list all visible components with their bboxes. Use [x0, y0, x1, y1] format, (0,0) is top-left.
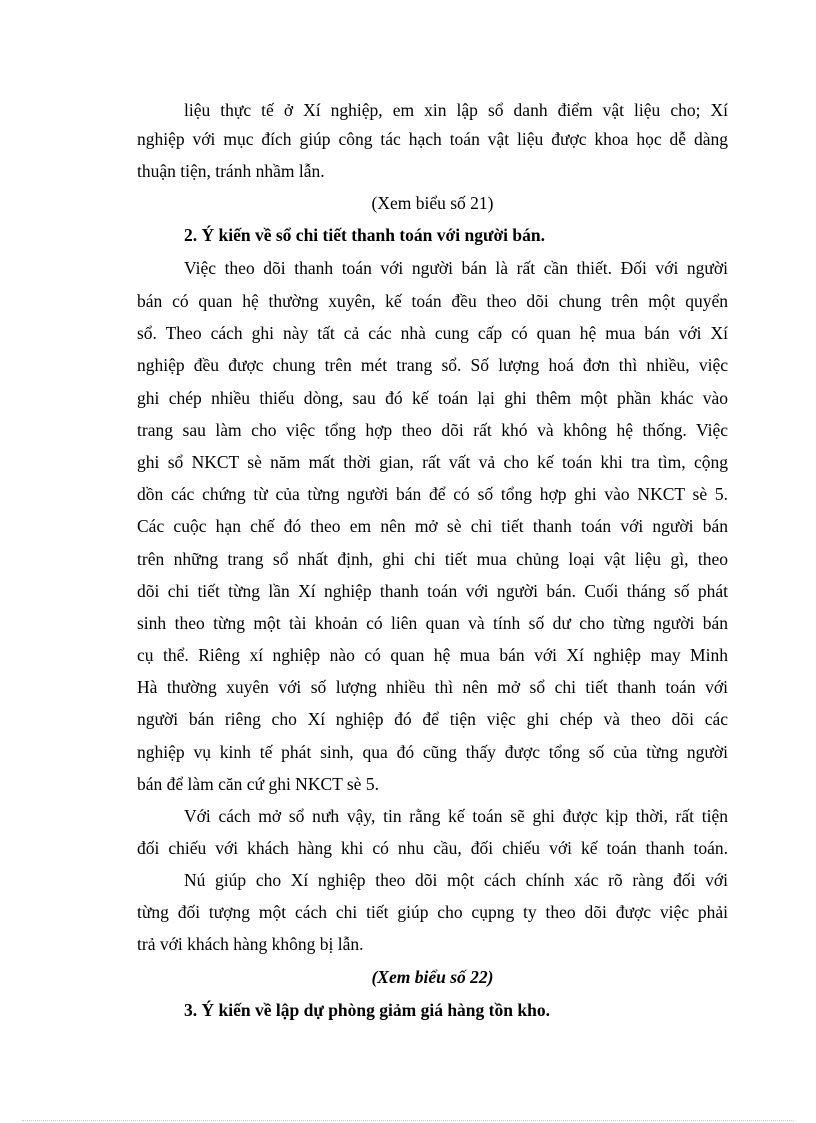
- text-line: dồn các chứng từ của từng người bán để có số tổng hợp ghi vào NKCT sè 5.: [137, 484, 728, 504]
- text-line: từng đối tượng một cách chi tiết giúp cho cụpng ty theo dõi được việc phải: [137, 902, 728, 922]
- text-line: ghi chép nhiều thiếu dòng, sau đó kế toán lại ghi thêm một phần khác vào: [137, 388, 728, 408]
- text-line: cụ thể. Riêng xí nghiệp nào có quan hệ mua bán với Xí nghiệp may Minh: [137, 645, 728, 665]
- text-line: trả với khách hàng không bị lẫn.: [137, 934, 364, 954]
- page-bottom-divider: [22, 1120, 794, 1121]
- text-line: ghi sổ NKCT sè năm mất thời gian, rất vất vả cho kế toán khi tra tìm, cộng: [137, 452, 728, 472]
- text-line: nghiệp đều được chung trên mét trang sổ. Số lượng hoá đơn thì nhiều, việc: [137, 355, 728, 375]
- text-line: trên những trang sổ nhất định, ghi chi tiết mua chủng loại vật liệu gì, theo: [137, 549, 728, 569]
- reference-note: (Xem biểu số 21): [371, 193, 494, 213]
- section-heading: 2. Ý kiến về sổ chi tiết thanh toán với người bán.: [184, 225, 545, 245]
- text-line: liệu thực tế ở Xí nghiệp, em xin lập sổ danh điểm vật liệu cho; Xí: [184, 100, 728, 120]
- section-heading: 3. Ý kiến về lập dự phòng giảm giá hàng tồn kho.: [184, 1000, 550, 1020]
- text-line: bán có quan hệ thường xuyên, kế toán đều theo dõi chung trên một quyển: [137, 291, 728, 311]
- text-line: dõi chi tiết từng lần Xí nghiệp thanh toán với người bán. Cuối tháng số phát: [137, 581, 728, 601]
- text-line: nghiệp vụ kinh tế phát sinh, qua đó cũng thấy được tổng số của từng người: [137, 742, 728, 762]
- text-line: thuận tiện, tránh nhầm lẫn.: [137, 161, 325, 181]
- text-line: trang sau làm cho việc tổng hợp theo dõi rất khó và không hệ thống. Việc: [137, 420, 728, 440]
- text-line: Nú giúp cho Xí nghiệp theo dõi một cách chính xác rõ ràng đối với: [184, 870, 728, 890]
- text-line: sinh theo từng một tài khoản có liên quan và tính số dư cho từng người bán: [137, 613, 728, 633]
- text-line: Các cuộc hạn chế đó theo em nên mở sè chi tiết thanh toán với người bán: [137, 516, 728, 536]
- text-line: sổ. Theo cách ghi này tất cả các nhà cung cấp có quan hệ mua bán với Xí: [137, 323, 728, 343]
- text-line: bán để làm căn cứ ghi NKCT sè 5.: [137, 774, 379, 794]
- text-line: nghiệp với mục đích giúp công tác hạch toán vật liệu được khoa học dễ dàng: [137, 129, 728, 149]
- reference-note: (Xem biểu số 22): [371, 967, 494, 987]
- text-line: Việc theo dõi thanh toán với người bán là rất cần thiết. Đối với người: [184, 258, 728, 278]
- text-line: đối chiếu với khách hàng khi có nhu cầu, đối chiếu với kế toán thanh toán.: [137, 838, 728, 858]
- text-line: người bán riêng cho Xí nghiệp đó để tiện việc ghi chép và theo dõi các: [137, 709, 728, 729]
- text-line: Hà thường xuyên với số lượng nhiều thì nên mở sổ chi tiết thanh toán với: [137, 677, 728, 697]
- text-line: Với cách mở sổ nưh vậy, tin rằng kế toán sẽ ghi được kịp thời, rất tiện: [184, 806, 728, 826]
